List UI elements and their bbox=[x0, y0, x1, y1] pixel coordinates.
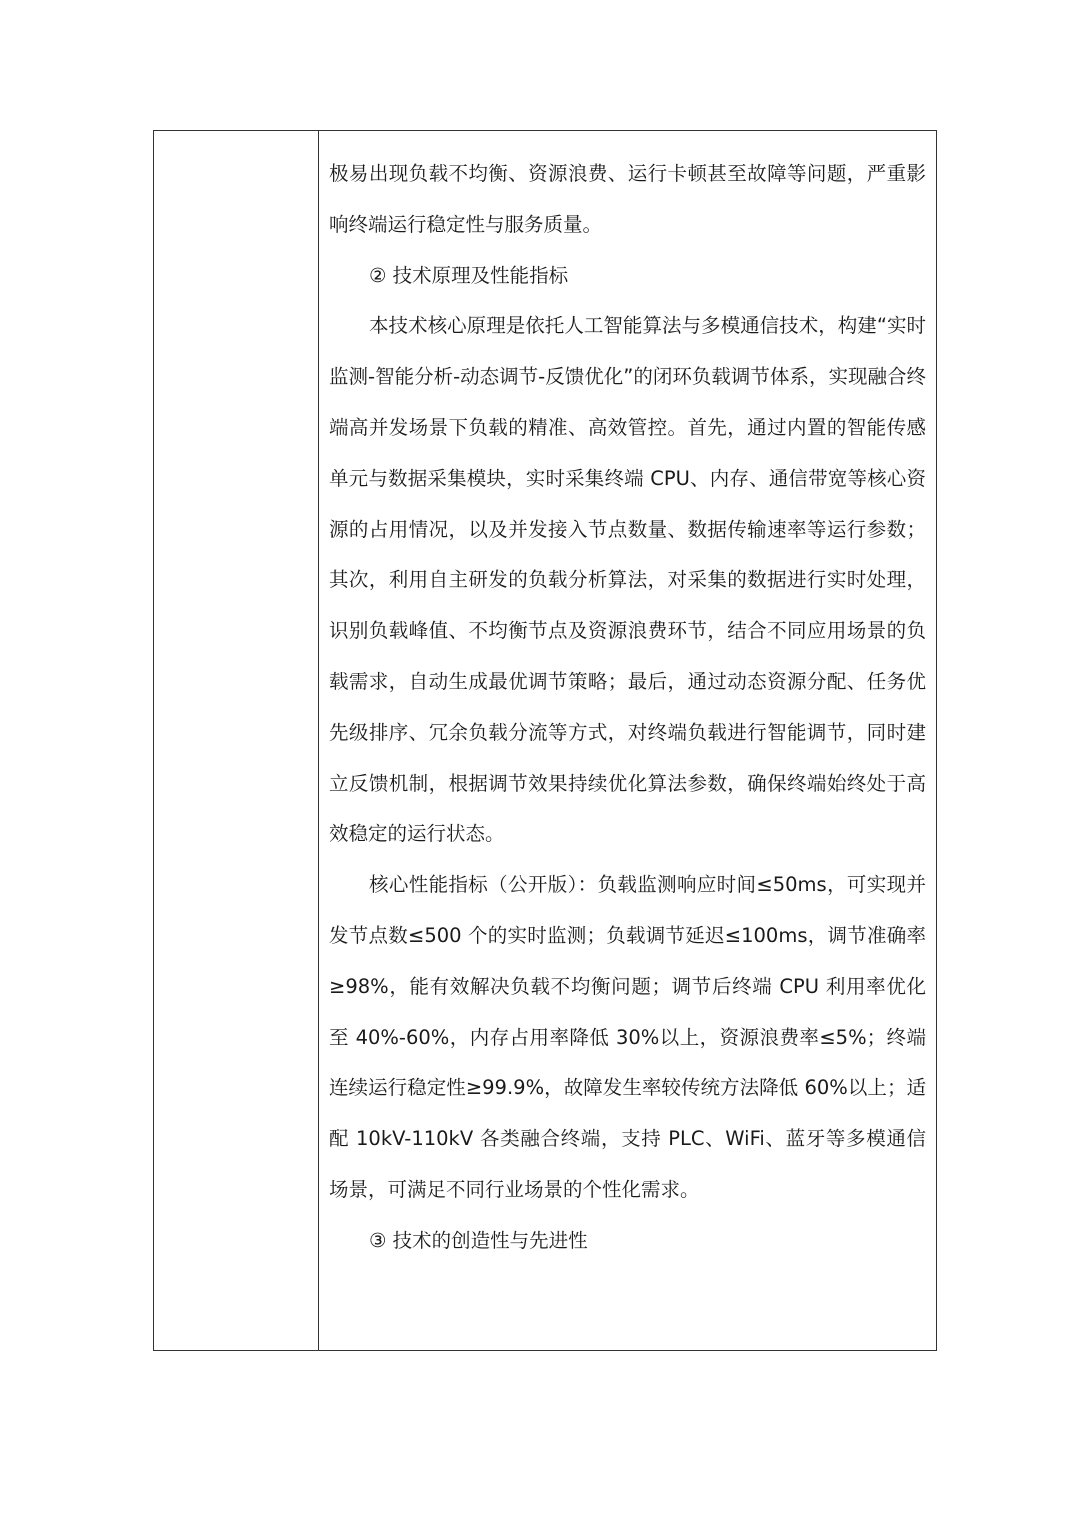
paragraph-principle: 本技术核心原理是依托人工智能算法与多模通信技术，构建“实时监测-智能分析-动态调节-反馈优化”的闭环负载调节体系，实现融合终端高并发场景下负载的精准、高效管控。首先，通过内置的智能传感单元与数据采集模块，实时采集终端 CPU、内存、通信带宽等核心资源的占用情况，以及并发接入节点数量、数据传输速率等运行参数；其次，利用自主研发的负载分析算法，对采集的数据进行实时处理，识别负载峰值、不均衡节点及资源浪费环节，结合不同应用场景的负载需求，自动生成最优调节策略；最后，通过动态资源分配、任务优先级排序、冗余负载分流等方式，对终端负载进行智能调节，同时建立反馈机制，根据调节效果持续优化算法参数，确保终端始终处于高效稳定的运行状态。 bbox=[329, 314, 926, 846]
table-left-cell bbox=[154, 131, 319, 1350]
paragraph-performance-metrics: 核心性能指标（公开版）：负载监测响应时间≤50ms，可实现并发节点数≤500 个的实时监测；负载调节延迟≤100ms，调节准确率≥98%，能有效解决负载不均衡问题；调节后终端 CPU 利用率优化至 40%-60%，内存占用率降低 30%以上，资源浪费率≤5%；终端连续运行稳定性≥99.9%，故障发生率较传统方法降低 60%以上；适配 10kV-110kV 各类融合终端，支持 PLC、WiFi、蓝牙等多模通信场景，可满足不同行业场景的个性化需求。 bbox=[329, 873, 926, 1201]
paragraph-problem-continuation: 极易出现负载不均衡、资源浪费、运行卡顿甚至故障等问题，严重影响终端运行稳定性与服务质量。 bbox=[329, 162, 926, 236]
table-right-cell bbox=[319, 131, 936, 1350]
content-table bbox=[153, 130, 937, 1351]
section-heading-innovation: ③ 技术的创造性与先进性 bbox=[369, 1228, 588, 1252]
section-heading-principle: ② 技术原理及性能指标 bbox=[369, 263, 569, 287]
